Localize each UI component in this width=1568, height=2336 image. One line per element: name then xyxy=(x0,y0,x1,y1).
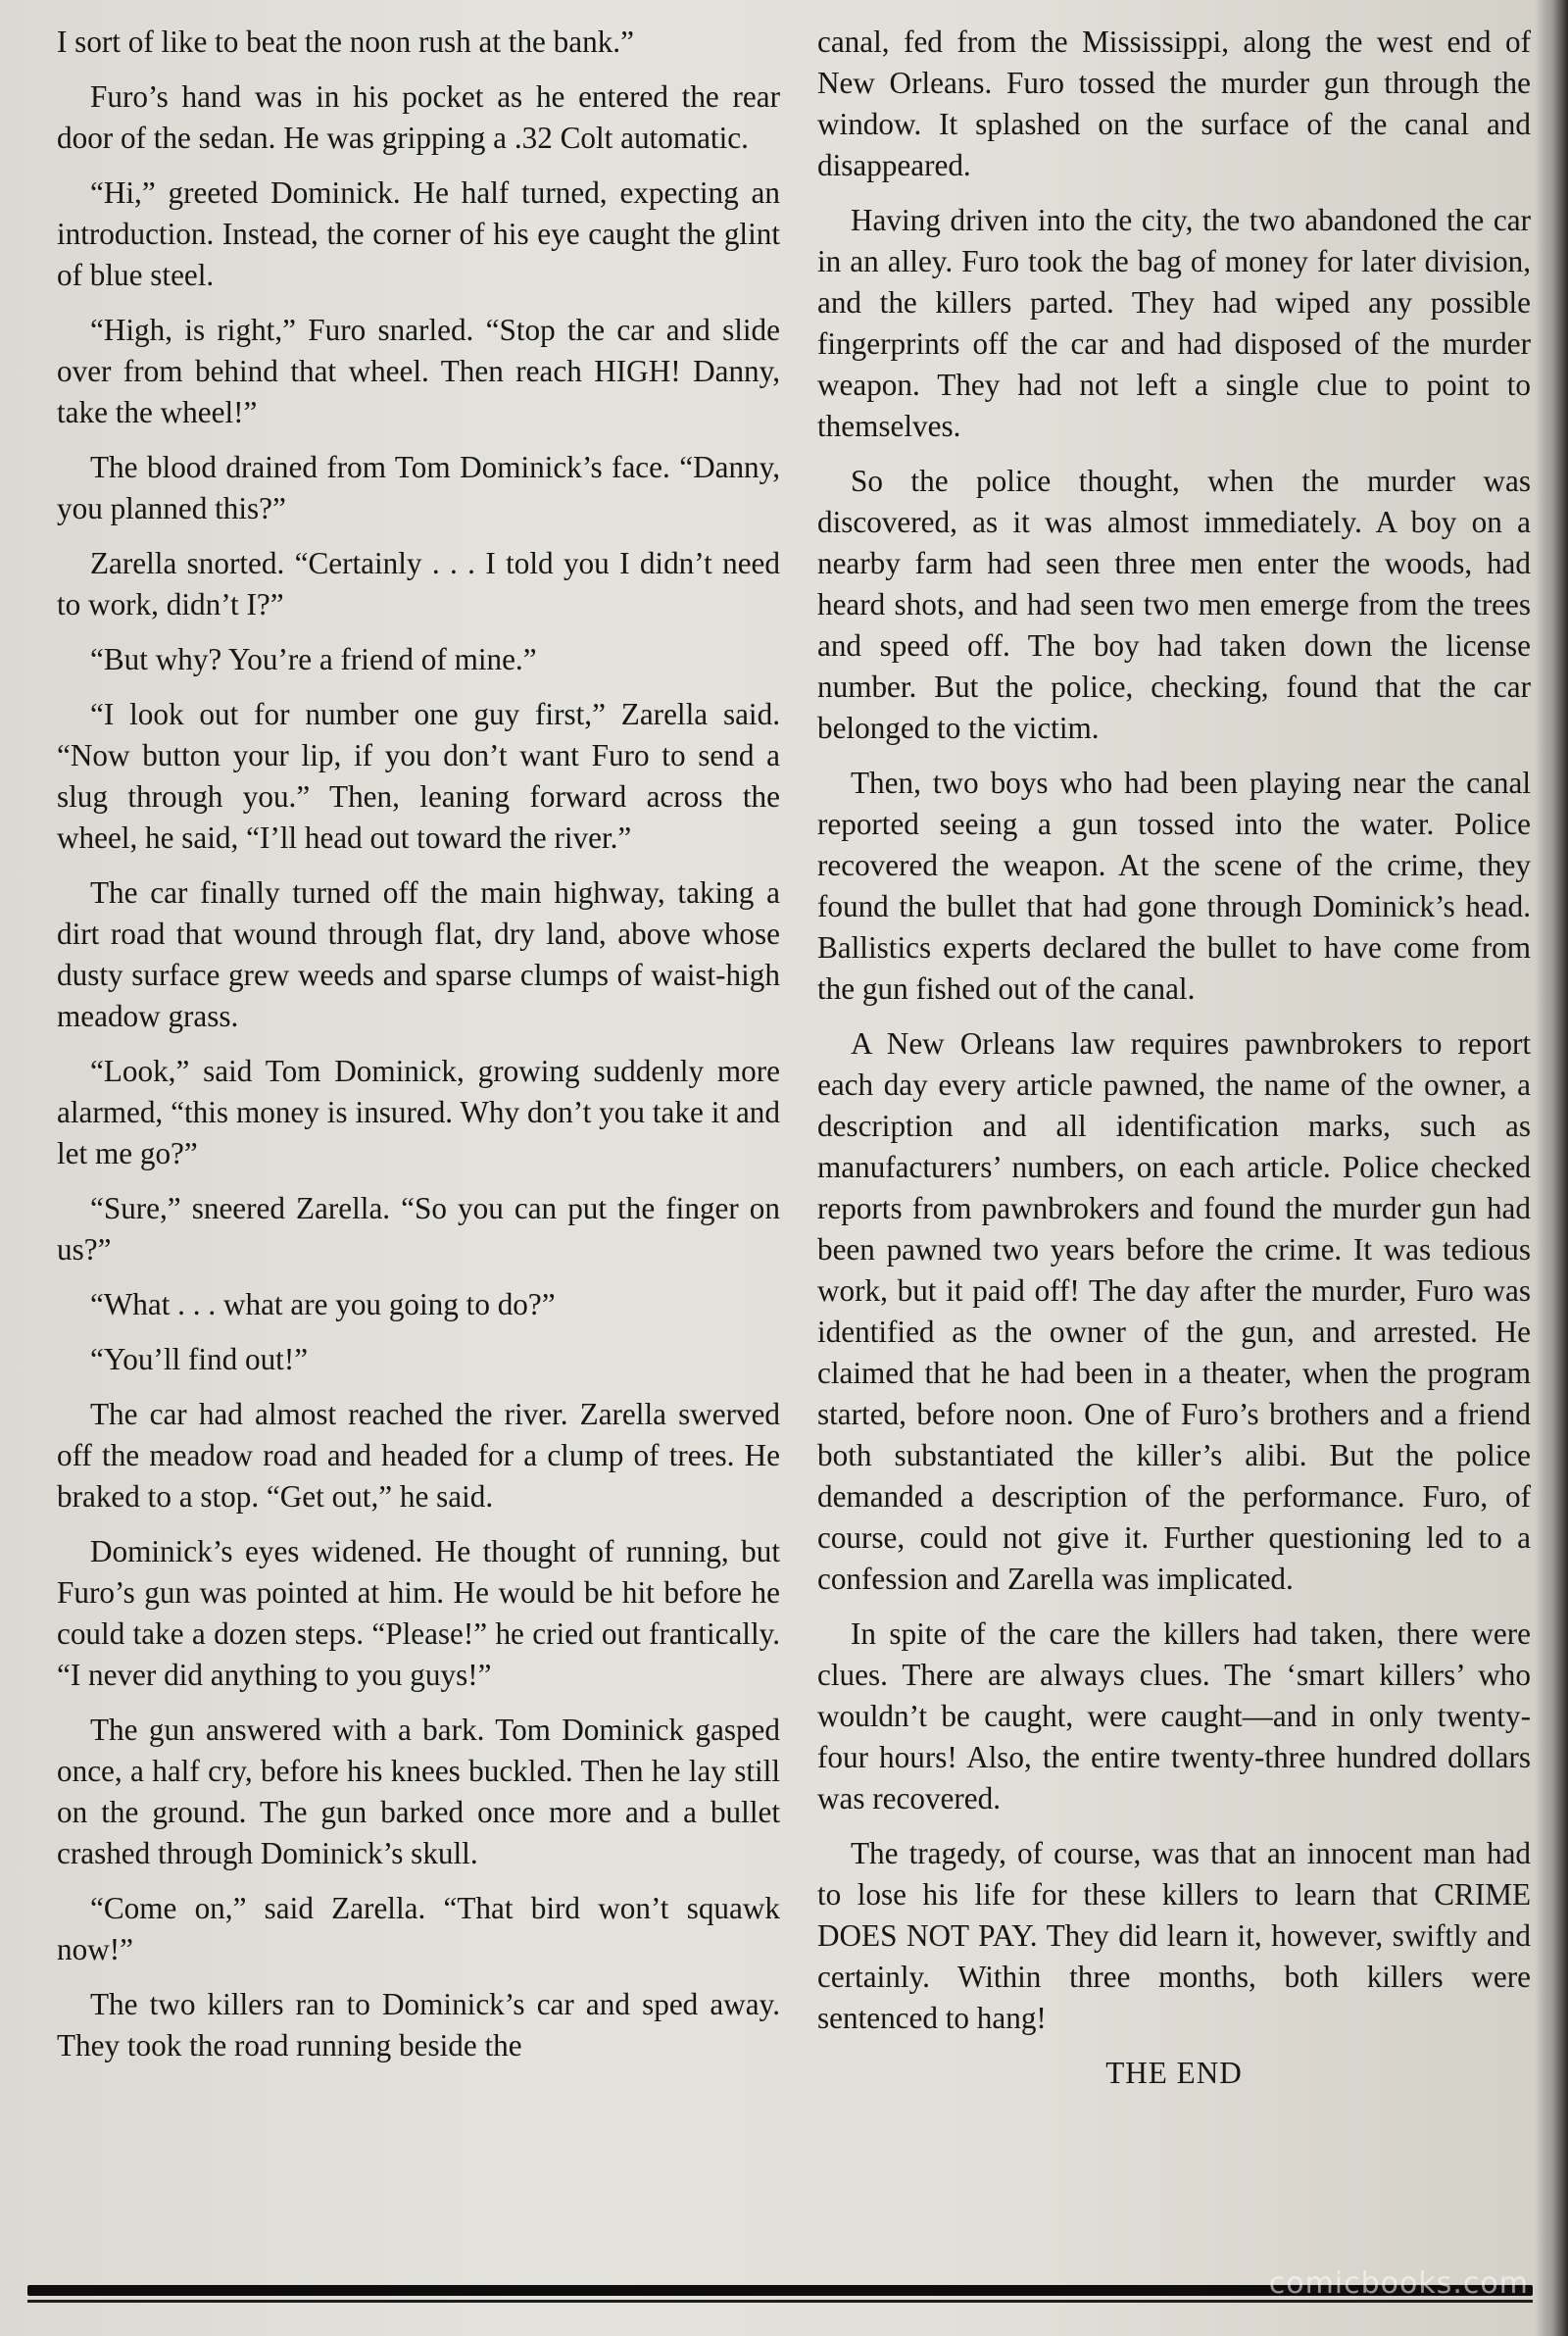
paragraph: The blood drained from Tom Dominick’s face. “Danny, you planned this?” xyxy=(57,450,780,525)
paragraph: A New Orleans law requires pawnbrokers to report each day every article pawned, the name of the owner, a description and all identification marks, such as manufacturers’ numbers, on each article. Police checked reports from pawnbrokers and found the murder gun had been pawned two years before the crime. It was tedious work, but it paid off! The day after the murder, Furo was identified as the owner of the gun, and arrested. He claimed that he had been in a theater, when the program started, before noon. One of Furo’s brothers and a friend both substantiated the killer’s alibi. But the police demanded a description of the performance. Furo, of course, could not give it. Further questioning led to a confession and Zarella was implicated. xyxy=(817,1026,1531,1596)
paragraph: canal, fed from the Mississippi, along the west end of New Orleans. Furo tossed the murder gun through the window. It splashed on the surface of the canal and disappeared. xyxy=(817,25,1531,182)
paragraph: I sort of like to beat the noon rush at the bank.” xyxy=(57,25,634,59)
left-column xyxy=(57,22,780,2080)
paragraph: So the police thought, when the murder was discovered, as it was almost immediately. A boy on a nearby farm had seen three men enter the woods, had heard shots, and had seen two men emerge from the trees and speed off. The boy had taken down the license number. But the police, checking, found that the car belonged to the victim. xyxy=(817,464,1531,745)
paragraph: “What . . . what are you going to do?” xyxy=(90,1287,556,1321)
paragraph: “High, is right,” Furo snarled. “Stop the car and slide over from behind that wheel. Then reach HIGH! Danny, take the wheel!” xyxy=(57,313,780,429)
paragraph: The gun answered with a bark. Tom Dominick gasped once, a half cry, before his knees buckled. Then he lay still on the ground. The gun barked once more and a bullet crashed through Dominick’s skull. xyxy=(57,1713,780,1870)
page-edge-shadow xyxy=(1535,0,1568,2336)
paragraph: “You’ll find out!” xyxy=(90,1342,309,1376)
paragraph: The car had almost reached the river. Zarella swerved off the meadow road and headed for a clump of trees. He braked to a stop. “Get out,” he said. xyxy=(57,1397,780,1514)
paragraph: Zarella snorted. “Certainly . . . I told you I didn’t need to work, didn’t I?” xyxy=(57,546,780,621)
right-column xyxy=(817,22,1531,2108)
paragraph: The two killers ran to Dominick’s car and sped away. They took the road running beside the xyxy=(57,1987,780,2063)
paragraph: In spite of the care the killers had taken, there were clues. There are always clues. The ‘smart killers’ who wouldn’t be caught, were caught—and in only twenty-four hours! Also, the entire twenty-three hundred dollars was recovered. xyxy=(817,1616,1531,1815)
paragraph: “But why? You’re a friend of mine.” xyxy=(90,642,537,676)
paragraph: Furo’s hand was in his pocket as he entered the rear door of the sedan. He was gripping a .32 Colt automatic. xyxy=(57,79,780,155)
watermark: comicbooks.com xyxy=(1268,2266,1529,2301)
paragraph: The car finally turned off the main highway, taking a dirt road that wound through flat, dry land, above whose dusty surface grew weeds and sparse clumps of waist-high meadow grass. xyxy=(57,875,780,1033)
paragraph: Then, two boys who had been playing near the canal reported seeing a gun tossed into the water. Police recovered the weapon. At the scene of the crime, they found the bullet that had gone through Dominick’s head. Ballistics experts declared the bullet to have come from the gun fished out of the canal. xyxy=(817,766,1531,1006)
paragraph: “Look,” said Tom Dominick, growing suddenly more alarmed, “this money is insured. Why don’t you take it and let me go?” xyxy=(57,1054,780,1170)
paragraph: Having driven into the city, the two abandoned the car in an alley. Furo took the bag of money for later division, and the killers parted. They had wiped any possible fingerprints off the car and had disposed of the murder weapon. They had not left a single clue to point to themselves. xyxy=(817,203,1531,443)
the-end-label: THE END xyxy=(1105,2056,1243,2090)
paragraph: “Come on,” said Zarella. “That bird won’t squawk now!” xyxy=(57,1891,780,1966)
paragraph: “Hi,” greeted Dominick. He half turned, expecting an introduction. Instead, the corner of his eye caught the glint of blue steel. xyxy=(57,175,780,292)
paragraph: Dominick’s eyes widened. He thought of running, but Furo’s gun was pointed at him. He would be hit before he could take a dozen steps. “Please!” he cried out frantically. “I never did anything to you guys!” xyxy=(57,1534,780,1692)
paragraph: The tragedy, of course, was that an innocent man had to lose his life for these killers to learn that CRIME DOES NOT PAY. They did learn it, however, swiftly and certainly. Within three months, both killers were sentenced to hang! xyxy=(817,1836,1531,2035)
paragraph: “I look out for number one guy first,” Zarella said. “Now button your lip, if you don’t want Furo to send a slug through you.” Then, leaning forward across the wheel, he said, “I’ll head out toward the river.” xyxy=(57,697,780,855)
paragraph: “Sure,” sneered Zarella. “So you can put the finger on us?” xyxy=(57,1191,780,1267)
